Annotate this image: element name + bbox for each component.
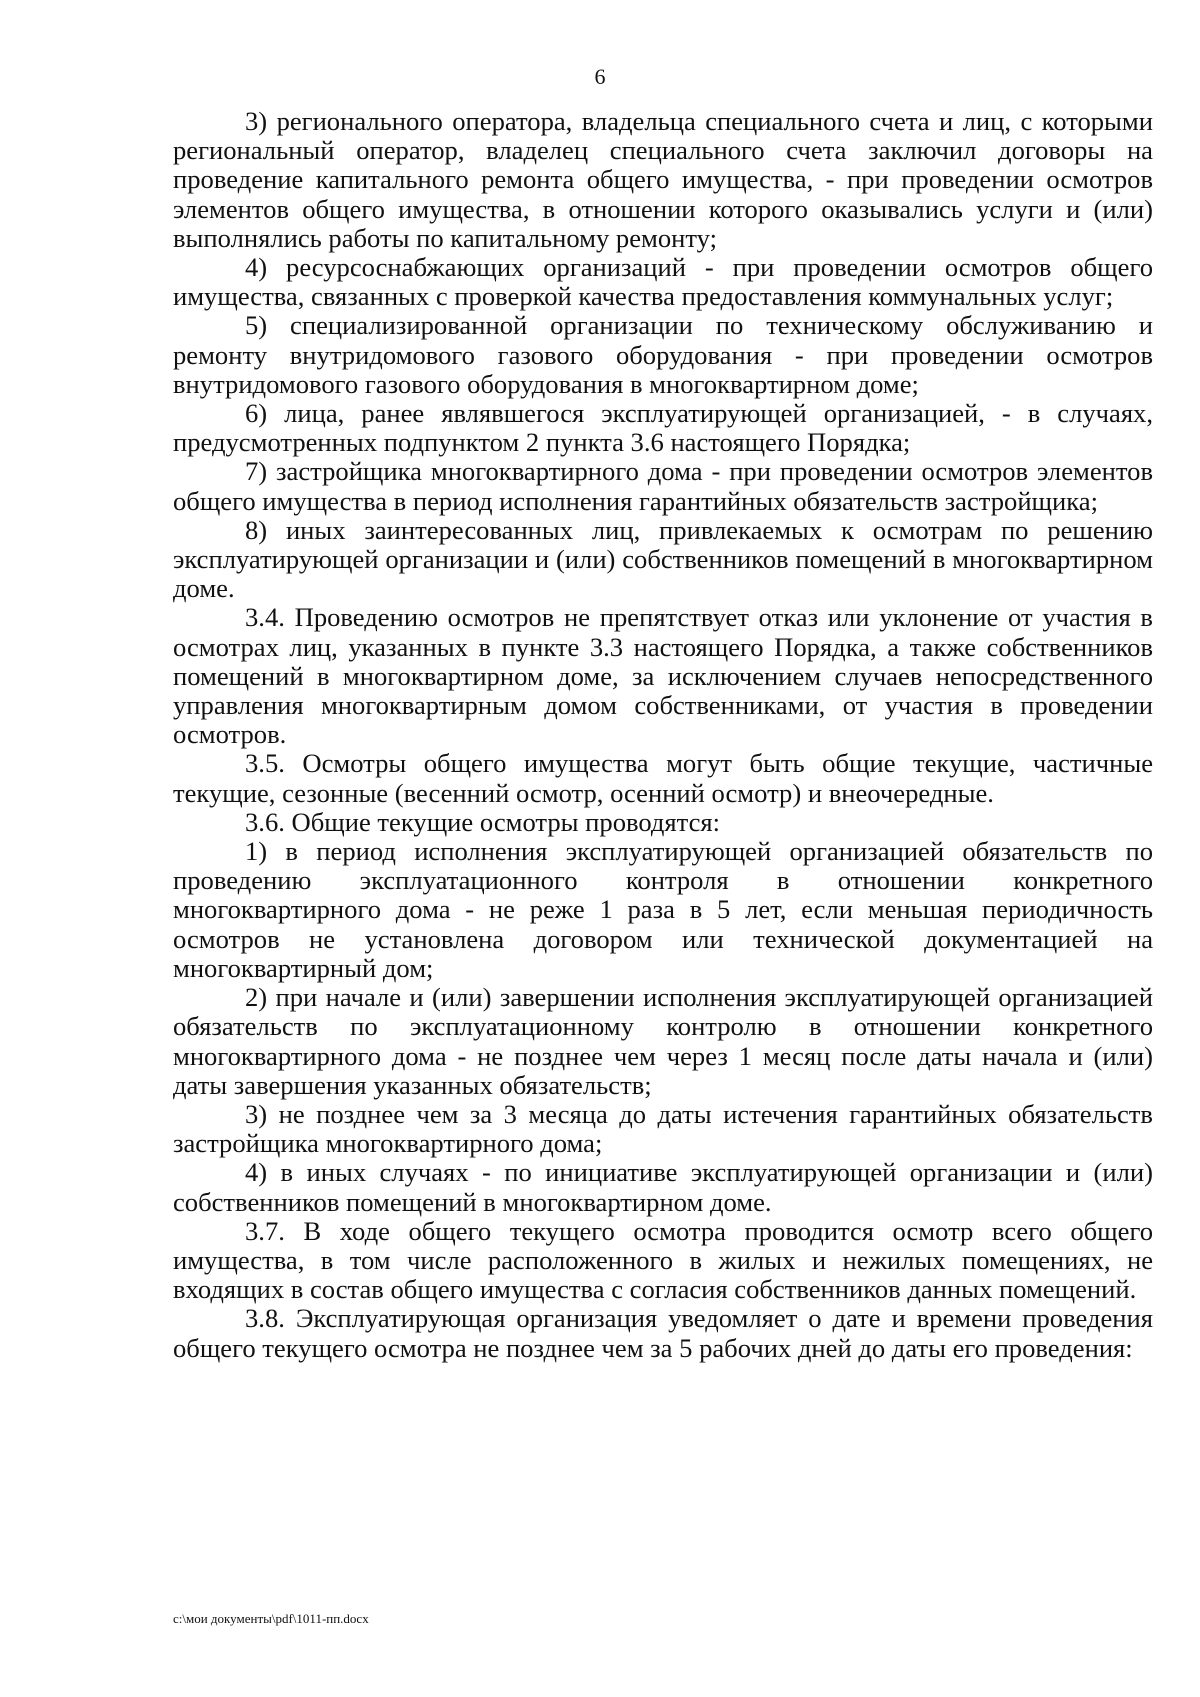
paragraph: 3) регионального оператора, владельца специального счета и лиц, с которыми региональный оператор, владелец специального счета заключил договоры на проведение капитального ремонта общего имущества, - при проведении осмотров элементов общего имущества, в отношении которого оказывались услуги и (или) выполнялись работы по капитальному ремонту;: [173, 106, 1153, 253]
page-number: 6: [594, 64, 606, 89]
paragraph: 3.7. В ходе общего текущего осмотра проводится осмотр всего общего имущества, в том числе расположенного в жилых и нежилых помещениях, не входящих в состав общего имущества с согласия собственников данных помещений.: [173, 1215, 1153, 1305]
paragraph: 3) не позднее чем за 3 месяца до даты истечения гарантийных обязательств застройщика многоквартирного дома;: [173, 1098, 1153, 1159]
document-body: [173, 107, 1153, 1363]
paragraph: 4) в иных случаях - по инициативе эксплуатирующей организации и (или) собственников помещений в многоквартирном доме.: [173, 1157, 1153, 1217]
paragraph: 7) застройщика многоквартирного дома - при проведении осмотров элементов общего имущества в период исполнения гарантийных обязательств застройщика;: [173, 456, 1153, 516]
paragraph: 6) лица, ранее являвшегося эксплуатирующей организацией, - в случаях, предусмотренных подпунктом 2 пункта 3.6 настоящего Порядка;: [173, 398, 1153, 458]
paragraph: 1) в период исполнения эксплуатирующей организацией обязательств по проведению эксплуатационного контроля в отношении конкретного многоквартирного дома - не реже 1 раза в 5 лет, если меньшая периодичность осмотров не установлена договором или технической документацией на многоквартирный дом;: [173, 836, 1153, 983]
paragraph: 8) иных заинтересованных лиц, привлекаемых к осмотрам по решению эксплуатирующей организации и (или) собственников помещений в многоквартирном доме.: [173, 514, 1153, 604]
paragraph: 3.5. Осмотры общего имущества могут быть общие текущие, частичные текущие, сезонные (весенний осмотр, осенний осмотр) и внеочередные.: [173, 748, 1153, 808]
footer-file-path: c:\мои документы\pdf\1011-пп.docx: [173, 1611, 369, 1626]
paragraph: 3.6. Общие текущие осмотры проводятся:: [245, 806, 721, 837]
paragraph: 5) специализированной организации по техническому обслуживанию и ремонту внутридомового газового оборудования - при проведении осмотров внутридомового газового оборудования в многоквартирном доме;: [173, 310, 1153, 399]
paragraph: 3.8. Эксплуатирующая организация уведомляет о дате и времени проведения общего текущего осмотра не позднее чем за 5 рабочих дней до даты его проведения:: [173, 1303, 1153, 1363]
paragraph: 2) при начале и (или) завершении исполнения эксплуатирующей организацией обязательств по эксплуатационному контролю в отношении конкретного многоквартирного дома - не позднее чем через 1 месяц после даты начала и (или) даты завершения указанных обязательств;: [173, 982, 1153, 1100]
paragraph: 4) ресурсоснабжающих организаций - при проведении осмотров общего имущества, связанных с проверкой качества предоставления коммунальных услуг;: [173, 252, 1153, 312]
paragraph: 3.4. Проведению осмотров не препятствует отказ или уклонение от участия в осмотрах лиц, указанных в пункте 3.3 настоящего Порядка, а также собственников помещений в многоквартирном доме, за исключением случаев непосредственного управления многоквартирным домом собственниками, от участия в проведении осмотров.: [173, 602, 1153, 750]
